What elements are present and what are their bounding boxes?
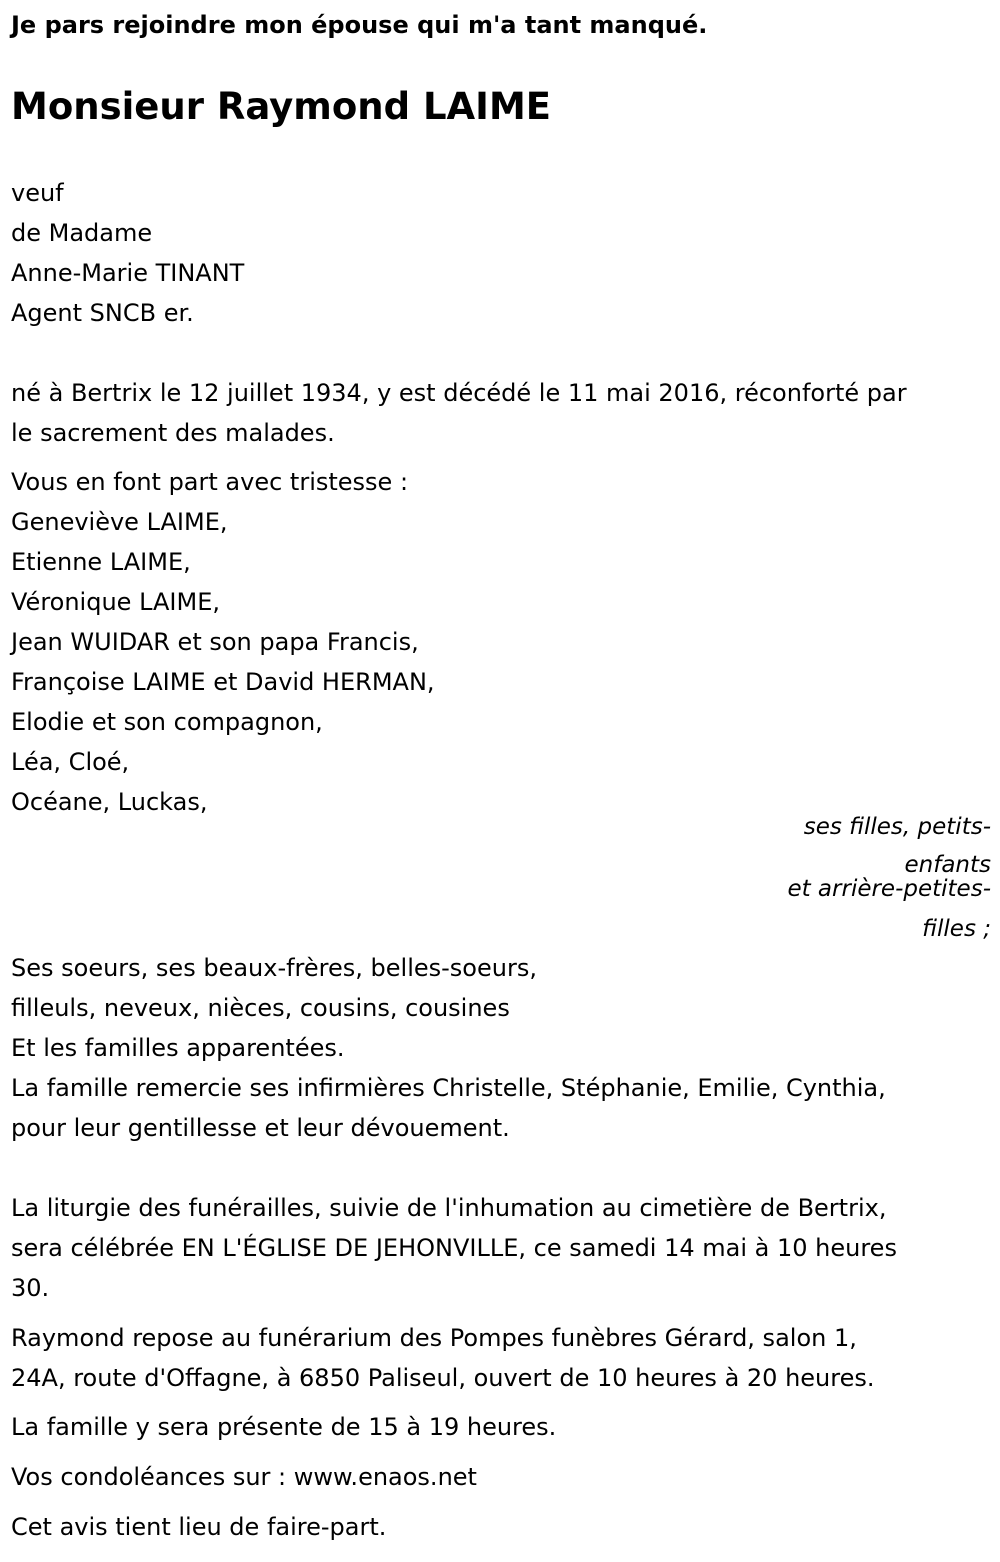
relation-note: ses filles, petits-: [803, 814, 991, 840]
relatives-line: Et les familles apparentées.: [11, 1034, 345, 1062]
relation-note: et arrière-petites-: [787, 876, 991, 902]
presence-line: La famille y sera présente de 15 à 19 heures.: [11, 1413, 557, 1441]
birth-death-line: le sacrement des malades.: [11, 419, 335, 447]
liturgy-line: La liturgie des funérailles, suivie de l'inhumation au cimetière de Bertrix,: [11, 1194, 887, 1222]
thanks-line: pour leur gentillesse et leur dévouement.: [11, 1114, 510, 1142]
family-member: Etienne LAIME,: [11, 548, 191, 576]
family-member: Françoise LAIME et David HERMAN,: [11, 668, 435, 696]
widow-line: Anne-Marie TINANT: [11, 259, 245, 287]
family-member: Jean WUIDAR et son papa Francis,: [11, 628, 419, 656]
liturgy-line: 30.: [11, 1274, 50, 1302]
liturgy-line: sera célébrée EN L'ÉGLISE DE JEHONVILLE, ce samedi 14 mai à 10 heures: [11, 1234, 897, 1262]
relation-note: filles ;: [922, 916, 991, 942]
family-member: Léa, Cloé,: [11, 748, 130, 776]
relatives-line: Ses soeurs, ses beaux-frères, belles-soeurs,: [11, 954, 537, 982]
family-member: Véronique LAIME,: [11, 588, 220, 616]
relatives-line: filleuls, neveux, nièces, cousins, cousines: [11, 994, 510, 1022]
thanks-line: La famille remercie ses infirmières Christelle, Stéphanie, Emilie, Cynthia,: [11, 1074, 886, 1102]
family-member: Elodie et son compagnon,: [11, 708, 323, 736]
family-member: Geneviève LAIME,: [11, 508, 228, 536]
relation-note: enfants: [904, 852, 991, 878]
funerarium-line: 24A, route d'Offagne, à 6850 Paliseul, ouvert de 10 heures à 20 heures.: [11, 1364, 875, 1392]
epitaph-quote: Je pars rejoindre mon épouse qui m'a tant manqué.: [11, 11, 708, 39]
condolences-line: Vos condoléances sur : www.enaos.net: [11, 1463, 477, 1491]
deceased-name: Monsieur Raymond LAIME: [11, 85, 552, 128]
announcement-line: Vous en font part avec tristesse :: [11, 468, 409, 496]
funerarium-line: Raymond repose au funérarium des Pompes funèbres Gérard, salon 1,: [11, 1324, 857, 1352]
widow-line: veuf: [11, 179, 64, 207]
profession-line: Agent SNCB er.: [11, 299, 194, 327]
closing-line: Cet avis tient lieu de faire-part.: [11, 1513, 387, 1541]
family-member: Océane, Luckas,: [11, 788, 208, 816]
widow-line: de Madame: [11, 219, 153, 247]
birth-death-line: né à Bertrix le 12 juillet 1934, y est décédé le 11 mai 2016, réconforté par: [11, 379, 907, 407]
